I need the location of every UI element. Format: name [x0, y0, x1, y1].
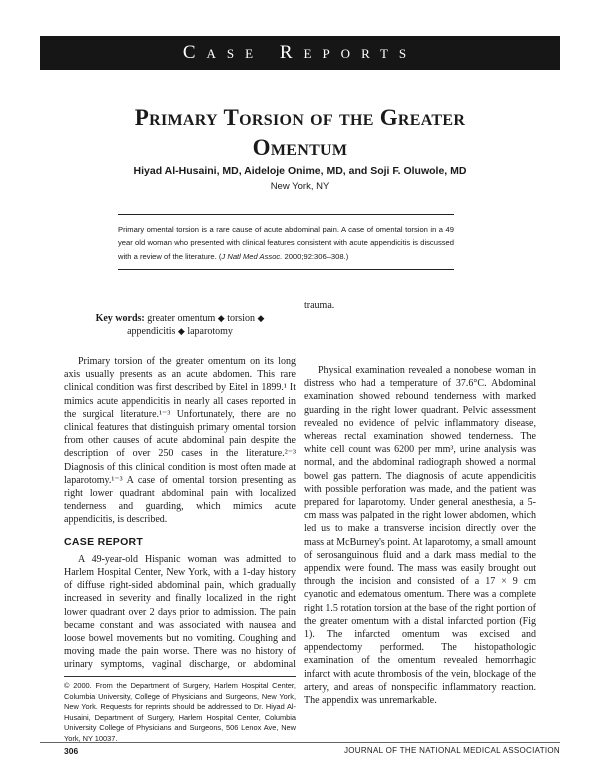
page-number: 306 [64, 746, 79, 756]
affiliation-footnote: © 2000. From the Department of Surgery, Harlem Hospital Center, Columbia University, College of Physicians and Surgeons, New York, New York. Requests for reprints should be addressed to Dr. Hiyad Al-Husaini, Department of Surgery, Harlem Hospital Center, Columbia University College of Physicians and Surgeons, 506 Lenox Ave, New York, NY 10037. [64, 676, 296, 745]
abstract-citation-rest: 2000;92:306–308.) [284, 251, 349, 261]
keywords-label: Key words: [95, 313, 145, 324]
diamond-bullet-icon: ◆ [217, 313, 225, 323]
abstract-citation-journal: J Natl Med Assoc. [221, 251, 283, 261]
case-paragraph-1: A 49-year-old Hispanic woman was admitted to Harlem Hospital Center, New York, with a 1-day history of diffuse right-sided abdominal pain, which gradually increased in severity and finally localized in the right lower quadrant over 2 days prior to admission. The pain became constant and was associated with nausea and loose bowel movements but no vomiting. Coughing and moving made the pain worse. There was no history of urinary symptoms, vaginal discharge, or abdominal [64, 553, 296, 671]
article-title [40, 103, 560, 163]
left-column [64, 312, 296, 671]
keyword: laparotomy [187, 326, 233, 337]
keyword: appendicitis [127, 326, 176, 337]
keyword: torsion [227, 313, 255, 324]
footer-divider [40, 742, 560, 743]
diamond-bullet-icon: ◆ [257, 313, 265, 323]
keywords [64, 312, 296, 338]
case-paragraph-1-tail: trauma. [304, 299, 335, 311]
journal-name: JOURNAL OF THE NATIONAL MEDICAL ASSOCIATION [343, 746, 560, 755]
abstract-text: Primary omental torsion is a rare cause of acute abdominal pain. A case of omental torsion in a 49 year old woman who presented with clinical features consistent with acute appendicitis is discussed with a review of the literature. [118, 225, 454, 261]
abstract [118, 214, 454, 270]
title-line-1: Primary Torsion of the Greater [134, 105, 466, 130]
section-banner [40, 36, 560, 70]
author-list: Hiyad Al-Husaini, MD, Aideloje Onime, MD, and Soji F. Oluwole, MD [133, 165, 467, 177]
section-heading-case-report: CASE REPORT [64, 535, 144, 548]
title-line-2: Omentum [252, 135, 348, 160]
case-paragraph-2: Physical examination revealed a nonobese woman in distress who had a temperature of 37.6°C. Abdominal examination showed rebound tenderness with marked guarding in the right lower quadrant. Pelvic assessment revealed no evidence of pelvic inflammatory disease, whereas rectal examination showed tenderness. The white cell count was 6200 per mm³, urine analysis was normal, and the abdominal radiograph showed a normal bowel gas pattern. The diagnosis of acute appendicitis with possible perforation was made, and the patient was prepared for laparotomy. Under general anesthesia, a 5-cm mass was palpated in the right lower abdomen, which led us to make a transverse incision directly over the mass at McBurney's point. At laparotomy, a small amount of serosanguinous fluid and a dark mass medial to the appendix were found. The mass was easily brought out through the incision and consisted of a 17 × 9 cm cyanotic and edematous omentum. There was a complete right 1.5 rotation torsion at the base of the right portion of the greater omentum with a distal infarcted portion (Fig 1). The infarcted omentum was excised and appendectomy performed. The histopathologic examination of the omentum revealed hemorrhagic infarct with acute thrombosis of the vein, blockage of the artery, and areas of nonspecific inflammatory reaction. The appendix was unremarkable. [304, 365, 536, 707]
case-paragraph-1-continued [304, 298, 536, 364]
author-location: New York, NY [270, 181, 330, 192]
right-column [304, 298, 536, 738]
keyword: greater omentum [147, 313, 216, 324]
intro-paragraph: Primary torsion of the greater omentum on its long axis usually presents as an acute abdomen. This rare clinical condition was first described by Eitel in 1899.¹ It mimics acute appendicitis in nearly all cases reported in the surgical literature.¹⁻³ Unfortunately, there are no clinical features that distinguish primary omental torsion from other causes of acute abdominal pain despite the description of over 250 cases in the literature.²⁻³ Diagnosis of this clinical condition is most often made at laparotomy.¹⁻³ A case of omental torsion presenting as right lower quadrant abdominal pain with localized tenderness and guarding, which mimics acute appendicitis, is described. [64, 356, 296, 526]
section-label: Case Reports [182, 42, 418, 63]
diamond-bullet-icon: ◆ [177, 326, 185, 336]
abstract-citation-open: ( [218, 251, 222, 261]
